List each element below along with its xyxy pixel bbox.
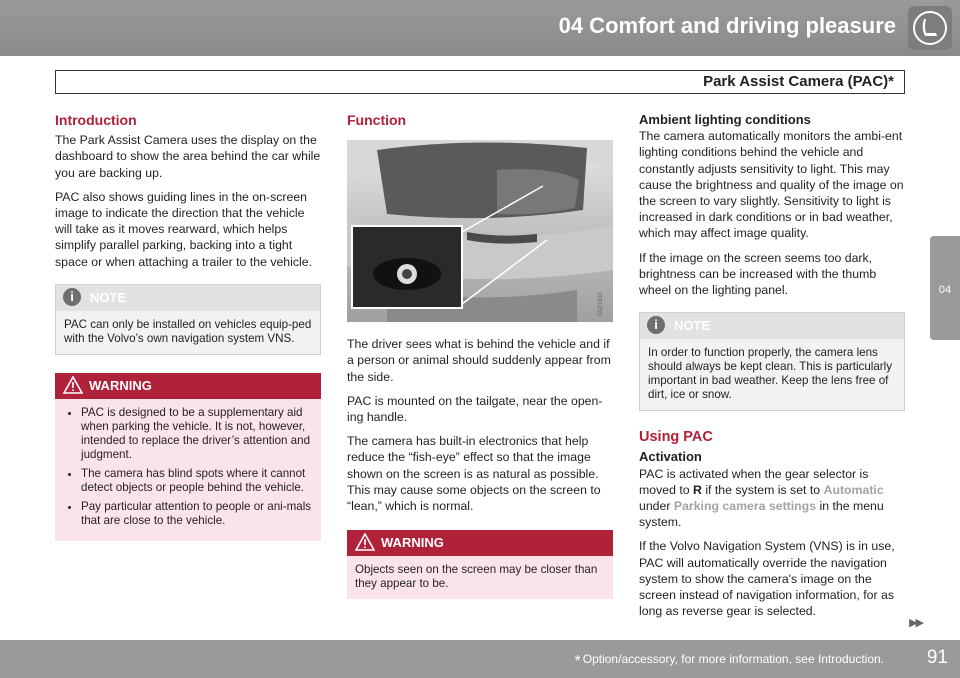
chapter-header-bar <box>0 0 960 56</box>
warning-title: WARNING <box>381 535 444 551</box>
activation-heading: Activation <box>639 449 702 465</box>
using-pac-heading: Using PAC <box>639 429 713 446</box>
footer-note <box>575 652 884 671</box>
warning-header <box>55 373 321 399</box>
note-header <box>56 285 320 311</box>
introduction-paragraph-1: The Park Assist Camera uses the display on the dashboard to show the area behind the car while you are backing up. <box>55 133 321 180</box>
asterisk-marker: * <box>574 653 581 670</box>
page-footer <box>0 640 960 678</box>
tailgate-camera-illustration <box>347 140 613 322</box>
function-paragraph-2: PAC is mounted on the tailgate, near the open-ing handle. <box>347 393 603 425</box>
column-ambient-and-using <box>639 112 905 627</box>
ambient-paragraph-1: The camera automatically monitors the ambi-ent lighting conditions behind the vehicle and constantly adjusts sensitivity to light. This may cause the brightness and quality of the image on the screen to vary slightly. Sensitivity to light is increased in dark conditions or in bad weather, which may affect image quality. <box>639 129 904 241</box>
function-paragraph-1: The driver sees what is behind the vehicle and if a person or animal should suddenly appear from the side. <box>347 337 611 384</box>
activation-paragraph <box>639 466 905 531</box>
footer-note-text: Option/accessory, for more information, see Introduction. <box>582 652 884 666</box>
chapter-tab <box>930 236 960 340</box>
warning-list-item: • PAC is designed to be a supplementary aid when parking the vehicle. It is not, however, intended to replace the driver’s attention and judgment. <box>81 406 313 462</box>
activation-text: if the system is set to <box>705 482 821 497</box>
image-reference-code: G021930 <box>597 291 604 317</box>
seat-icon <box>908 6 952 50</box>
chapter-title: 04 Comfort and driving pleasure <box>558 13 896 38</box>
function-heading: Function <box>347 112 407 128</box>
setting-automatic: Automatic <box>823 482 884 497</box>
activation-text: under <box>639 499 671 514</box>
activation-text: in the menu system. <box>639 499 884 530</box>
warning-header <box>347 530 613 556</box>
info-icon: i <box>647 316 665 334</box>
ambient-lighting-heading: Ambient lighting conditions <box>639 112 811 127</box>
section-title: Park Assist Camera (PAC)* <box>703 73 894 90</box>
introduction-paragraph-2: PAC also shows guiding lines in the on-screen image to indicate the direction that the vehicle will take as it moves rearward, which helps simplify parallel parking, backing into a tight space or when attaching a trailer to the vehicle. <box>55 189 313 269</box>
warning-box <box>347 530 613 599</box>
gear-r-label: R <box>693 482 702 497</box>
warning-list-item: • The camera has blind spots where it cannot detect objects or people behind the vehicle. <box>81 467 313 495</box>
note-title: NOTE <box>674 318 711 334</box>
double-chevron-right-icon: ▶▶ <box>909 617 922 629</box>
ambient-paragraph-2: If the image on the screen seems too dark, brightness can be increased with the thumb wheel on the lighting panel. <box>639 250 877 298</box>
introduction-heading: Introduction <box>55 112 137 128</box>
page-number: 91 <box>926 647 948 668</box>
vns-paragraph: If the Volvo Navigation System (VNS) is in use, PAC will automatically override the navigation system to show the camera's image on the screen instead of navigation information, for as long as reverse gear is selected. <box>639 539 895 619</box>
warning-title: WARNING <box>89 377 152 393</box>
info-icon: i <box>63 288 81 306</box>
note-box <box>639 312 905 411</box>
section-header <box>55 70 905 94</box>
note-header <box>640 313 904 339</box>
warning-text: Objects seen on the screen may be closer than they appear to be. <box>355 563 598 591</box>
warning-body <box>55 399 321 541</box>
chapter-tab-label: 04 <box>938 284 952 296</box>
column-function <box>347 112 613 599</box>
column-introduction <box>55 112 321 541</box>
activation-text: PAC is activated when the gear selector is moved to <box>639 466 869 497</box>
warning-box <box>55 373 321 541</box>
warning-triangle-icon <box>355 533 375 551</box>
note-text: PAC can only be installed on vehicles equip-ped with the Volvo’s own navigation system VNS. <box>64 317 312 345</box>
note-box <box>55 284 321 355</box>
note-text: In order to function properly, the camera lens should always be kept clean. This is particularly important in bad weather. Keep the lens free of dirt, ice or snow. <box>648 346 893 402</box>
warning-triangle-icon <box>63 376 83 394</box>
warning-list-item: • Pay particular attention to people or ani-mals that are close to the vehicle. <box>81 500 313 528</box>
menu-parking-camera-settings: Parking camera settings <box>673 499 817 514</box>
warning-list <box>63 406 313 528</box>
note-title: NOTE <box>90 289 127 305</box>
function-paragraph-3: The camera has built-in electronics that help reduce the “fish-eye” effect so that the image shown on the screen is as natural as possible. This may cause some objects on the screen to “lean,” which is normal. <box>347 434 601 514</box>
